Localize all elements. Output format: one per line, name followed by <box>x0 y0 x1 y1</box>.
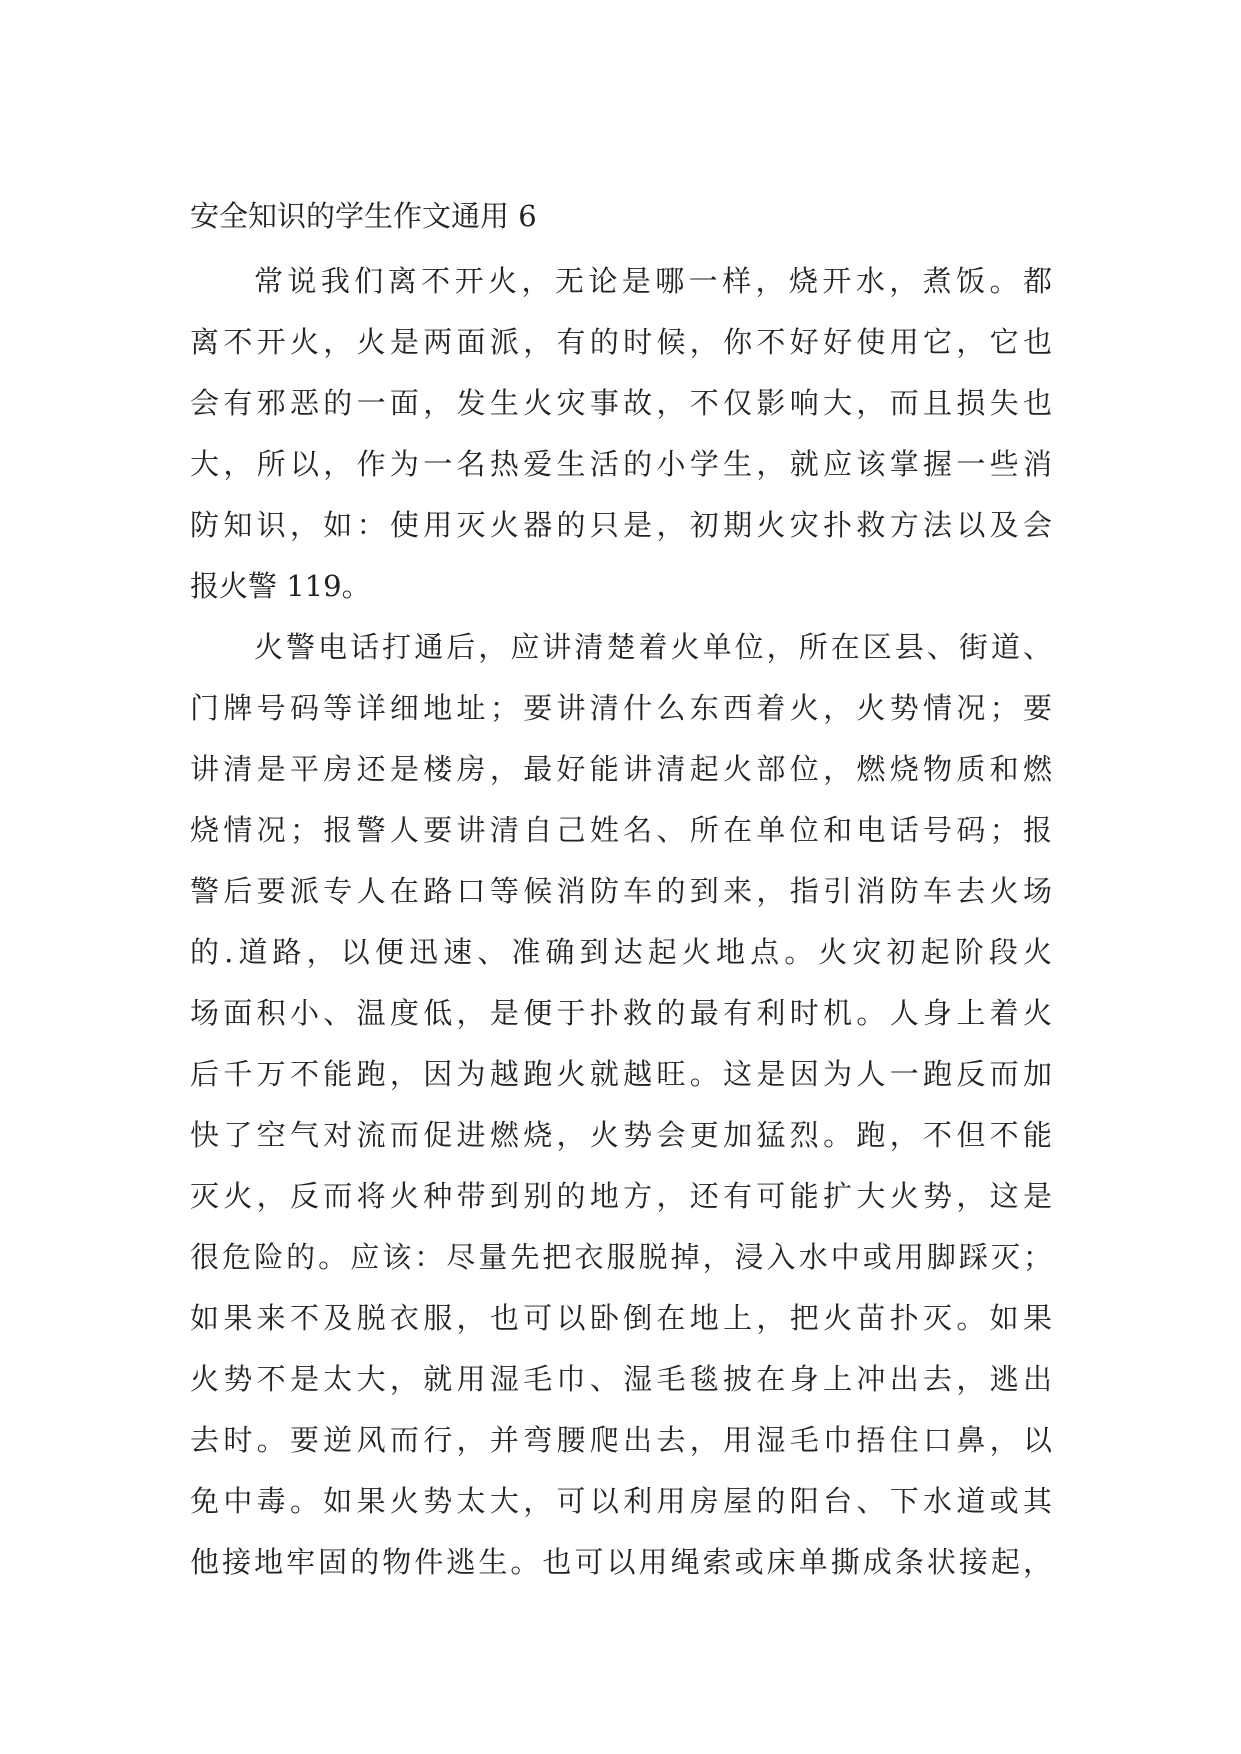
paragraph-line: 场面积小、温度低，是便于扑救的最有利时机。人身上着火 <box>190 996 1052 1030</box>
paragraph-line: 烧情况；报警人要讲清自己姓名、所在单位和电话号码；报 <box>190 813 1052 847</box>
paragraph-line: 免中毒。如果火势太大，可以利用房屋的阳台、下水道或其 <box>190 1484 1052 1518</box>
document-title: 安全知识的学生作文通用 6 <box>190 199 537 233</box>
paragraph-line: 火势不是太大，就用湿毛巾、湿毛毯披在身上冲出去，逃出 <box>190 1362 1052 1396</box>
paragraph-line: 报火警 119。 <box>190 569 371 603</box>
paragraph-line: 大，所以，作为一名热爱生活的小学生，就应该掌握一些消 <box>190 447 1052 481</box>
document-body <box>190 190 1052 1593</box>
paragraph-line: 警后要派专人在路口等候消防车的到来，指引消防车去火场 <box>190 874 1052 908</box>
paragraph-line: 防知识，如：使用灭火器的只是，初期火灾扑救方法以及会 <box>190 508 1052 542</box>
paragraph-line: 的.道路，以便迅速、准确到达起火地点。火灾初起阶段火 <box>190 935 1052 969</box>
paragraph-line: 快了空气对流而促进燃烧，火势会更加猛烈。跑，不但不能 <box>190 1118 1052 1152</box>
paragraph-line: 他接地牢固的物件逃生。也可以用绳索或床单撕成条状接起， <box>190 1545 1052 1579</box>
paragraph-line: 很危险的。应该：尽量先把衣服脱掉，浸入水中或用脚踩灭； <box>190 1240 1052 1274</box>
paragraph-line: 去时。要逆风而行，并弯腰爬出去，用湿毛巾捂住口鼻，以 <box>190 1423 1052 1457</box>
paragraph-line: 灭火，反而将火种带到别的地方，还有可能扩大火势，这是 <box>190 1179 1052 1213</box>
paragraph-line: 门牌号码等详细地址；要讲清什么东西着火，火势情况；要 <box>190 691 1052 725</box>
paragraph-line: 后千万不能跑，因为越跑火就越旺。这是因为人一跑反而加 <box>190 1057 1052 1091</box>
paragraph-line: 如果来不及脱衣服，也可以卧倒在地上，把火苗扑灭。如果 <box>190 1301 1052 1335</box>
paragraph-2 <box>190 617 1052 1593</box>
paragraph-line: 讲清是平房还是楼房，最好能讲清起火部位，燃烧物质和燃 <box>190 752 1052 786</box>
paragraph-line: 火警电话打通后，应讲清楚着火单位，所在区县、街道、 <box>254 630 1052 664</box>
paragraph-1 <box>190 251 1052 617</box>
paragraph-line: 常说我们离不开火，无论是哪一样，烧开水，煮饭。都 <box>254 264 1052 298</box>
paragraph-line: 离不开火，火是两面派，有的时候，你不好好使用它，它也 <box>190 325 1052 359</box>
paragraph-line: 会有邪恶的一面，发生火灾事故，不仅影响大，而且损失也 <box>190 386 1052 420</box>
